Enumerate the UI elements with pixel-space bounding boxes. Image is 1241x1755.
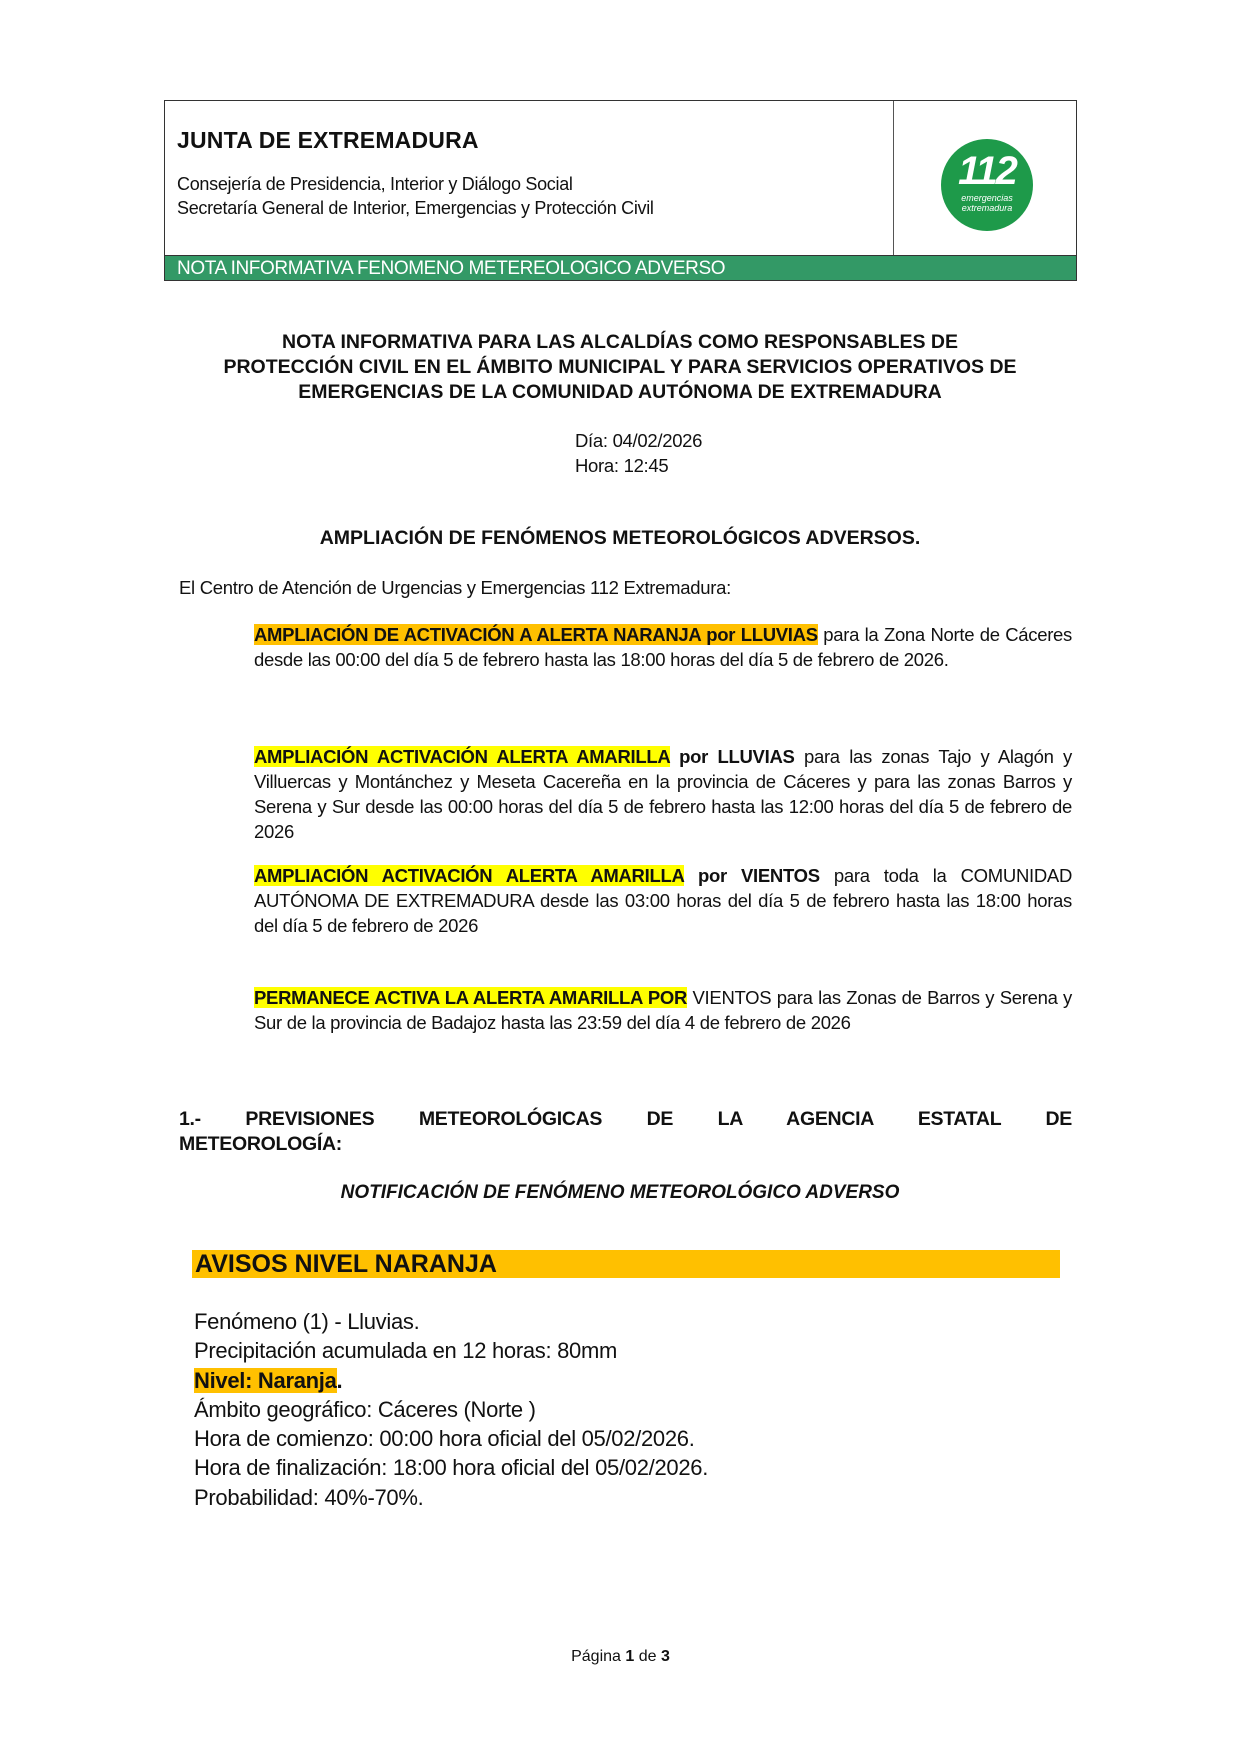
probabilidad: Probabilidad: 40%-70%.	[194, 1484, 424, 1510]
page-total: 3	[660, 1648, 670, 1665]
page-number: 1	[625, 1648, 635, 1665]
alert-bold: por LLUVIAS	[669, 746, 795, 767]
avisos-details	[194, 1307, 708, 1512]
title-line: EMERGENCIAS DE LA COMUNIDAD AUTÓNOMA DE EXTREMADURA	[298, 381, 942, 403]
header-text-cell	[165, 101, 894, 255]
date: Día: 04/02/2026	[575, 430, 703, 451]
alert-text: VIENTOS para las Zonas de Barros y Serena y Sur de la provincia de Badajoz hasta las 23:59 del día 4 de febrero de 2026	[254, 987, 1072, 1033]
logo-number: 112	[958, 149, 1016, 193]
precipitacion: Precipitación acumulada en 12 horas: 80mm	[194, 1338, 618, 1364]
nivel-suffix: .	[336, 1367, 343, 1393]
avisos-banner: AVISOS NIVEL NARANJA	[192, 1250, 1060, 1278]
time: Hora: 12:45	[575, 455, 669, 476]
date-time-block	[575, 428, 702, 478]
alert-highlight: AMPLIACIÓN ACTIVACIÓN ALERTA AMARILLA	[254, 746, 670, 767]
alert-highlight: PERMANECE ACTIVA LA ALERTA AMARILLA POR	[254, 987, 688, 1008]
ambito: Ámbito geográfico: Cáceres (Norte )	[194, 1396, 536, 1422]
alert-paragraph	[254, 985, 1072, 1035]
title-line: NOTA INFORMATIVA PARA LAS ALCALDÍAS COMO RESPONSABLES DE	[282, 331, 958, 353]
hora-finalizacion: Hora de finalización: 18:00 hora oficial del 05/02/2026.	[194, 1455, 709, 1481]
logo-line-1: emergencias	[961, 193, 1013, 203]
logo-line-2: extremadura	[961, 203, 1013, 213]
alert-paragraph	[254, 863, 1072, 938]
department-line-1: Consejería de Presidencia, Interior y Diálogo Social	[177, 174, 573, 194]
section-heading: AMPLIACIÓN DE FENÓMENOS METEOROLÓGICOS ADVERSOS.	[319, 527, 921, 549]
alert-paragraph	[254, 744, 1072, 844]
alert-bold: por VIENTOS	[683, 865, 820, 886]
alert-text: para toda la COMUNIDAD AUTÓNOMA DE EXTREMADURA desde las 03:00 horas del día 5 de febrero hasta las 18:00 horas del día 5 de febrero de 2026	[254, 865, 1072, 936]
alert-highlight: AMPLIACIÓN ACTIVACIÓN ALERTA AMARILLA	[254, 865, 684, 886]
document-title	[170, 330, 1070, 405]
footer-prefix: Página	[571, 1648, 626, 1665]
department-line-2: Secretaría General de Interior, Emergencias y Protección Civil	[177, 198, 654, 218]
organization-name: JUNTA DE EXTREMADURA	[177, 127, 479, 153]
intro-text: El Centro de Atención de Urgencias y Emergencias 112 Extremadura:	[179, 577, 731, 598]
nivel-badge: Nivel: Naranja	[194, 1367, 337, 1393]
alert-paragraph	[254, 622, 1072, 672]
alert-text: para la Zona Norte de Cáceres desde las 00:00 del día 5 de febrero hasta las 18:00 horas del día 5 de febrero de 2026.	[254, 624, 1072, 670]
notification-subtitle: NOTIFICACIÓN DE FENÓMENO METEOROLÓGICO ADVERSO	[340, 1182, 900, 1203]
nivel-line	[194, 1366, 708, 1395]
title-line: PROTECCIÓN CIVIL EN EL ÁMBITO MUNICIPAL Y PARA SERVICIOS OPERATIVOS DE	[223, 356, 1017, 378]
section-1-heading: 1.- PREVISIONES METEOROLÓGICAS DE LA AGENCIA ESTATAL DE METEOROLOGÍA:	[179, 1108, 1072, 1155]
hora-comienzo: Hora de comienzo: 00:00 hora oficial del 05/02/2026.	[194, 1426, 695, 1452]
footer-mid: de	[634, 1648, 661, 1665]
logo-112-emergencias	[941, 139, 1033, 231]
alert-highlight: AMPLIACIÓN DE ACTIVACIÓN A ALERTA NARANJA por LLUVIAS	[254, 624, 818, 645]
header-banner: NOTA INFORMATIVA FENOMENO METEREOLOGICO ADVERSO	[165, 255, 1076, 280]
document-header	[164, 100, 1077, 281]
alert-text: para las zonas Tajo y Alagón y Villuercas y Montánchez y Meseta Cacereña en la provincia de Cáceres y para las zonas Barros y Serena y Sur desde las 00:00 horas del día 5 de febrero hasta las 12:00 horas del día 5 de febrero de 2026	[254, 746, 1072, 842]
page-footer	[0, 1648, 1241, 1666]
fenomeno: Fenómeno (1) - Lluvias.	[194, 1309, 420, 1334]
